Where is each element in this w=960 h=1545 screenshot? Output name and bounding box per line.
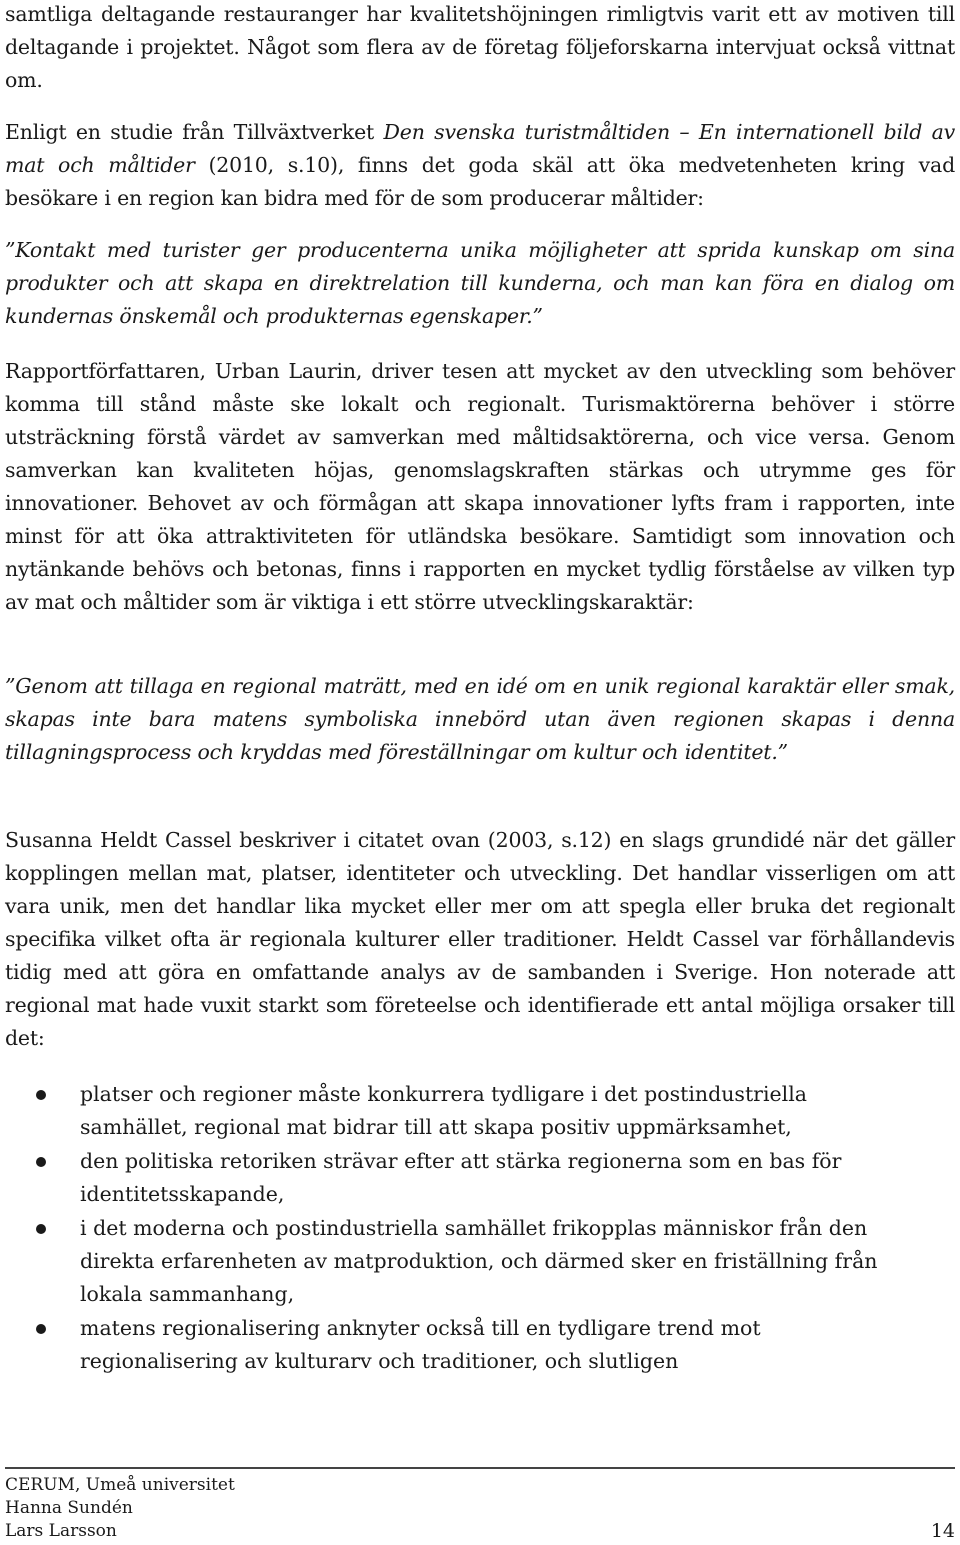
study-title: Den svenska turistmåltiden – En internationell bild av mat och måltider <box>5 120 955 177</box>
list-item <box>5 1212 880 1311</box>
quote-tourists: ”Kontakt med turister ger producenterna unika möjligheter att sprida kunskap om sina produkter och att skapa en direktrelation till kunderna, och man kan föra en dialog om kundernas önskemål och produkternas egenskaper.” <box>5 238 955 328</box>
list-item-text: den politiska retoriken strävar efter att stärka regionerna som en bas för identitetsskapande, <box>80 1149 842 1206</box>
list-item <box>5 1078 880 1144</box>
footer-institution: CERUM, Umeå universitet <box>5 1475 235 1495</box>
footer-divider <box>5 1467 955 1469</box>
reasons-list <box>5 1078 955 1379</box>
list-item-text: matens regionalisering anknyter också till en tydligare trend mot regionalisering av kulturarv och traditioner, och slutligen <box>80 1316 761 1373</box>
list-item-text: i det moderna och postindustriella samhället frikopplas människor från den direkta erfarenheten av matproduktion, och därmed sker en friställning från lokala sammanhang, <box>80 1216 878 1306</box>
bullet-icon <box>36 1224 46 1234</box>
page-number: 14 <box>930 1520 955 1542</box>
paragraph-study <box>5 116 955 215</box>
footer-author-1: Hanna Sundén <box>5 1498 133 1518</box>
paragraph-report-author: Rapportförfattaren, Urban Laurin, driver tesen att mycket av den utveckling som behöver komma till stånd måste ske lokalt och regionalt. Turismaktörerna behöver i större utsträckning förstå värdet av samverkan med måltidsaktörerna, och vice versa. Genom samverkan kan kvaliteten höjas, genomslagskraften stärkas och utrymme ges för innovationer. Behovet av och förmågan att skapa innovationer lyfts fram i rapporten, inte minst för att öka attraktiviteten för utländska besökare. Samtidigt som innovation och nytänkande behövs och betonas, finns i rapporten en mycket tydlig förståelse av vilken typ av mat och måltider som är viktiga i ett större utvecklingskaraktär: <box>5 359 955 614</box>
list-item <box>5 1145 880 1211</box>
bullet-icon <box>36 1324 46 1334</box>
study-intro-text: Enligt en studie från Tillväxtverket <box>5 120 384 144</box>
footer-author-2: Lars Larsson <box>5 1521 117 1541</box>
list-item-text: platser och regioner måste konkurrera tydligare i det postindustriella samhället, regional mat bidrar till att skapa positiv uppmärksamhet, <box>80 1082 807 1139</box>
page-footer <box>5 1474 955 1543</box>
study-body-text: (2010, s.10), finns det goda skäl att öka medvetenheten kring vad besökare i en region kan bidra med för de som producerar måltider: <box>5 153 955 210</box>
list-item <box>5 1312 880 1378</box>
paragraph-intro: samtliga deltagande restauranger har kvalitetshöjningen rimligtvis varit ett av motiven till deltagande i projektet. Något som flera av de företag följeforskarna intervjuat också vittnat om. <box>5 2 955 92</box>
paragraph-heldt-cassel: Susanna Heldt Cassel beskriver i citatet ovan (2003, s.12) en slags grundidé när det gäller kopplingen mellan mat, platser, identiteter och utveckling. Det handlar visserligen om att vara unik, men det handlar lika mycket eller mer om att spegla eller bruka det regionalt specifika vilket ofta är regionala kulturer eller traditioner. Heldt Cassel var förhållandevis tidig med att göra en omfattande analys av de sambanden i Sverige. Hon noterade att regional mat hade vuxit starkt som företeelse och identifierade ett antal möjliga orsaker till det: <box>5 828 955 1050</box>
quote-regional-dish: ”Genom att tillaga en regional maträtt, med en idé om en unik regional karaktär eller smak, skapas inte bara matens symboliska innebörd utan även regionen skapas i denna tillagningsprocess och kryddas med föreställningar om kultur och identitet.” <box>5 674 955 764</box>
bullet-icon <box>36 1090 46 1100</box>
bullet-icon <box>36 1157 46 1167</box>
